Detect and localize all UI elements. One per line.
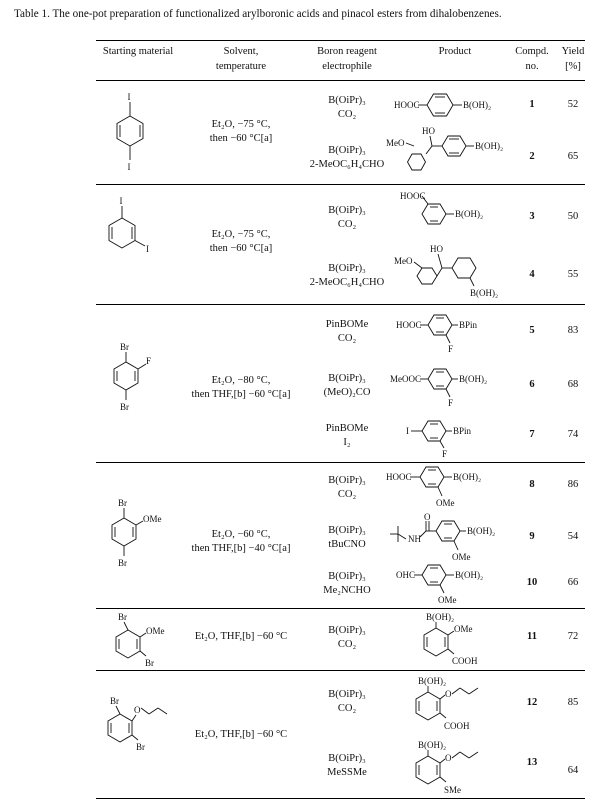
sm-label: Br bbox=[110, 696, 119, 706]
boron-reagent: B(OiPr)₃ bbox=[328, 145, 366, 156]
product-structure bbox=[392, 188, 512, 238]
sm-label: I bbox=[127, 162, 131, 172]
electrophile: CO₂ bbox=[337, 489, 357, 500]
yield-value: 86 bbox=[567, 479, 579, 490]
header-yield-line2: [%] bbox=[565, 61, 581, 72]
table-bottom-rule bbox=[96, 798, 585, 799]
compound-number: 10 bbox=[526, 577, 538, 588]
product-label: O bbox=[445, 689, 452, 699]
starting-material-structure bbox=[110, 92, 150, 180]
reagent-cell bbox=[298, 144, 396, 172]
yield-value: 74 bbox=[567, 429, 579, 440]
conditions-cell bbox=[186, 528, 296, 556]
yield-value: 65 bbox=[567, 151, 579, 162]
product-label: HOOC bbox=[394, 100, 420, 110]
starting-material-structure bbox=[106, 496, 176, 574]
header-boron-reagent bbox=[298, 44, 396, 74]
product-label: B(OH)₂ bbox=[453, 472, 482, 482]
electrophile: 2-MeOC₆H₄CHO bbox=[309, 277, 385, 288]
sm-label: O bbox=[134, 705, 141, 715]
starting-material-structure bbox=[100, 694, 180, 766]
yield-value: 52 bbox=[567, 99, 579, 110]
compound-number: 1 bbox=[529, 99, 535, 110]
header-solvent-line2: temperature bbox=[215, 61, 267, 72]
reagent-cell bbox=[298, 474, 396, 502]
reagent-cell bbox=[298, 752, 396, 780]
reagent-cell bbox=[298, 204, 396, 232]
yield-value: 85 bbox=[567, 697, 579, 708]
product-label: OHC bbox=[396, 570, 416, 580]
product-label: O bbox=[445, 753, 452, 763]
product-structure bbox=[386, 242, 516, 300]
product-label: B(OH)₂ bbox=[418, 740, 447, 750]
compound-number: 12 bbox=[526, 697, 538, 708]
sm-label: Br bbox=[145, 658, 154, 668]
product-label: B(OH)₂ bbox=[463, 100, 492, 110]
group-rule bbox=[96, 608, 585, 609]
electrophile: CO₂ bbox=[337, 703, 357, 714]
electrophile: CO₂ bbox=[337, 109, 357, 120]
compound-number: 4 bbox=[529, 269, 535, 280]
product-structure bbox=[390, 90, 520, 122]
product-label: BPin bbox=[459, 320, 478, 330]
product-label: B(OH)₂ bbox=[455, 209, 484, 219]
reagent-cell bbox=[298, 422, 396, 450]
sm-label: Br bbox=[118, 612, 127, 622]
product-label: F bbox=[442, 449, 448, 459]
reagent-cell bbox=[298, 372, 396, 400]
reagent-cell bbox=[298, 318, 396, 346]
product-label: HOOC bbox=[396, 320, 422, 330]
product-label: B(OH)₂ bbox=[426, 612, 455, 622]
boron-reagent: B(OiPr)₃ bbox=[328, 475, 366, 486]
product-structure bbox=[404, 674, 514, 736]
product-structure bbox=[404, 738, 514, 804]
sm-label: Br bbox=[136, 742, 145, 752]
product-structure bbox=[384, 464, 514, 516]
yield-value: 55 bbox=[567, 269, 579, 280]
condition-line: then THF,[b] −60 °C[a] bbox=[191, 389, 291, 400]
compound-number: 13 bbox=[526, 757, 538, 768]
reagent-cell bbox=[298, 570, 396, 598]
sm-label: I bbox=[119, 196, 123, 206]
product-label: COOH bbox=[452, 656, 478, 666]
boron-reagent: B(OiPr)₃ bbox=[328, 373, 366, 384]
compound-number: 8 bbox=[529, 479, 535, 490]
yield-value: 66 bbox=[567, 577, 579, 588]
boron-reagent: B(OiPr)₃ bbox=[328, 753, 366, 764]
compound-number: 3 bbox=[529, 211, 535, 222]
electrophile: Me₂NCHO bbox=[323, 585, 371, 596]
boron-reagent: PinBOMe bbox=[325, 319, 369, 330]
yield-value: 83 bbox=[567, 325, 579, 336]
yield-value: 64 bbox=[567, 765, 579, 776]
conditions-cell bbox=[186, 728, 296, 742]
reagent-cell bbox=[298, 94, 396, 122]
product-label: MeOOC bbox=[390, 374, 421, 384]
product-label: MeO bbox=[386, 138, 405, 148]
product-label: NH bbox=[408, 534, 421, 544]
electrophile: (MeO)₂CO bbox=[323, 387, 371, 398]
compound-number: 2 bbox=[529, 151, 535, 162]
header-solvent bbox=[186, 44, 296, 74]
electrophile: I₂ bbox=[343, 437, 351, 448]
product-label: I bbox=[406, 426, 409, 436]
group-rule bbox=[96, 304, 585, 305]
sm-label: I bbox=[127, 92, 131, 102]
table-top-rule bbox=[96, 40, 585, 41]
product-structure bbox=[410, 610, 510, 670]
header-reagent-line1: Boron reagent bbox=[317, 46, 377, 57]
header-yield bbox=[556, 44, 590, 74]
condition-line: Et₂O, −60 °C, bbox=[211, 529, 271, 540]
product-label: B(OH)₂ bbox=[467, 526, 496, 536]
header-starting-material: Starting material bbox=[102, 46, 174, 57]
reagent-cell bbox=[298, 688, 396, 716]
conditions-cell bbox=[186, 630, 296, 644]
conditions-cell bbox=[186, 118, 296, 146]
sm-label: Br bbox=[120, 342, 129, 352]
condition-line: then −60 °C[a] bbox=[209, 243, 273, 254]
yield-value: 68 bbox=[567, 379, 579, 390]
product-label: COOH bbox=[444, 721, 470, 731]
boron-reagent: B(OiPr)₃ bbox=[328, 95, 366, 106]
header-reagent-line2: electrophile bbox=[322, 61, 372, 72]
header-yield-line1: Yield bbox=[561, 46, 585, 57]
group-rule bbox=[96, 670, 585, 671]
condition-line: Et₂O, THF,[b] −60 °C bbox=[194, 729, 288, 740]
sm-label: F bbox=[146, 356, 152, 366]
product-label: HOOC bbox=[400, 191, 426, 201]
starting-material-structure bbox=[104, 196, 154, 266]
compound-number: 5 bbox=[529, 325, 535, 336]
product-label: F bbox=[448, 398, 454, 408]
table-caption: Table 1. The one-pot preparation of functionalized arylboronic acids and pinacol esters from dihalobenzenes. bbox=[14, 8, 502, 20]
group-rule bbox=[96, 462, 585, 463]
header-compd-line2: no. bbox=[525, 61, 539, 72]
condition-line: then −60 °C[a] bbox=[209, 133, 273, 144]
product-label: B(OH)₂ bbox=[470, 288, 499, 298]
product-label: B(OH)₂ bbox=[455, 570, 484, 580]
product-label: B(OH)₂ bbox=[418, 676, 447, 686]
yield-value: 50 bbox=[567, 211, 579, 222]
header-compd bbox=[512, 44, 552, 74]
product-label: O bbox=[424, 512, 431, 522]
product-label: MeO bbox=[394, 256, 413, 266]
conditions-cell bbox=[186, 228, 296, 256]
header-product: Product bbox=[438, 46, 472, 57]
sm-label: OMe bbox=[143, 514, 162, 524]
product-label: OMe bbox=[454, 624, 473, 634]
group-rule bbox=[96, 184, 585, 185]
sm-label: Br bbox=[120, 402, 129, 412]
condition-line: Et₂O, −80 °C, bbox=[211, 375, 271, 386]
product-label: OMe bbox=[436, 498, 455, 508]
product-structure bbox=[392, 306, 512, 358]
condition-line: Et₂O, −75 °C, bbox=[211, 119, 271, 130]
product-label: F bbox=[448, 344, 454, 354]
compound-number: 7 bbox=[529, 429, 535, 440]
compound-number: 11 bbox=[527, 631, 537, 642]
product-label: B(OH)₂ bbox=[459, 374, 488, 384]
electrophile: MeSSMe bbox=[327, 767, 367, 778]
sm-label: Br bbox=[118, 498, 127, 508]
boron-reagent: B(OiPr)₃ bbox=[328, 525, 366, 536]
electrophile: CO₂ bbox=[337, 639, 357, 650]
sm-label: Br bbox=[118, 558, 127, 568]
reagent-cell bbox=[298, 524, 396, 552]
conditions-cell bbox=[186, 374, 296, 402]
product-label: OMe bbox=[438, 595, 457, 605]
reagent-cell bbox=[298, 624, 396, 652]
reagent-cell bbox=[298, 262, 396, 290]
boron-reagent: B(OiPr)₃ bbox=[328, 571, 366, 582]
yield-value: 54 bbox=[567, 531, 579, 542]
starting-material-structure bbox=[104, 610, 174, 674]
product-label: HO bbox=[422, 126, 435, 136]
yield-value: 72 bbox=[567, 631, 579, 642]
product-label: BPin bbox=[453, 426, 472, 436]
boron-reagent: B(OiPr)₃ bbox=[328, 625, 366, 636]
starting-material-structure bbox=[108, 340, 158, 414]
product-structure bbox=[386, 360, 516, 412]
product-label: B(OH)₂ bbox=[475, 141, 504, 151]
boron-reagent: B(OiPr)₃ bbox=[328, 263, 366, 274]
product-label: OMe bbox=[452, 552, 471, 562]
condition-line: then THF,[b] −40 °C[a] bbox=[191, 543, 291, 554]
sm-label: I bbox=[146, 244, 149, 254]
header-bottom-rule bbox=[96, 80, 585, 81]
product-label: HO bbox=[430, 244, 443, 254]
product-structure bbox=[392, 558, 512, 606]
sm-label: OMe bbox=[146, 626, 165, 636]
compound-number: 6 bbox=[529, 379, 535, 390]
boron-reagent: B(OiPr)₃ bbox=[328, 205, 366, 216]
product-label: SMe bbox=[444, 785, 462, 795]
header-compd-line1: Compd. bbox=[515, 46, 549, 57]
condition-line: Et₂O, THF,[b] −60 °C bbox=[194, 631, 288, 642]
product-label: HOOC bbox=[386, 472, 412, 482]
boron-reagent: B(OiPr)₃ bbox=[328, 689, 366, 700]
electrophile: 2-MeOC₆H₄CHO bbox=[309, 159, 385, 170]
header-solvent-line1: Solvent, bbox=[223, 46, 259, 57]
electrophile: CO₂ bbox=[337, 333, 357, 344]
compound-number: 9 bbox=[529, 531, 535, 542]
product-structure bbox=[384, 124, 524, 180]
electrophile: CO₂ bbox=[337, 219, 357, 230]
boron-reagent: PinBOMe bbox=[325, 423, 369, 434]
electrophile: tBuCNO bbox=[328, 539, 366, 550]
condition-line: Et₂O, −75 °C, bbox=[211, 229, 271, 240]
product-structure bbox=[402, 412, 512, 460]
